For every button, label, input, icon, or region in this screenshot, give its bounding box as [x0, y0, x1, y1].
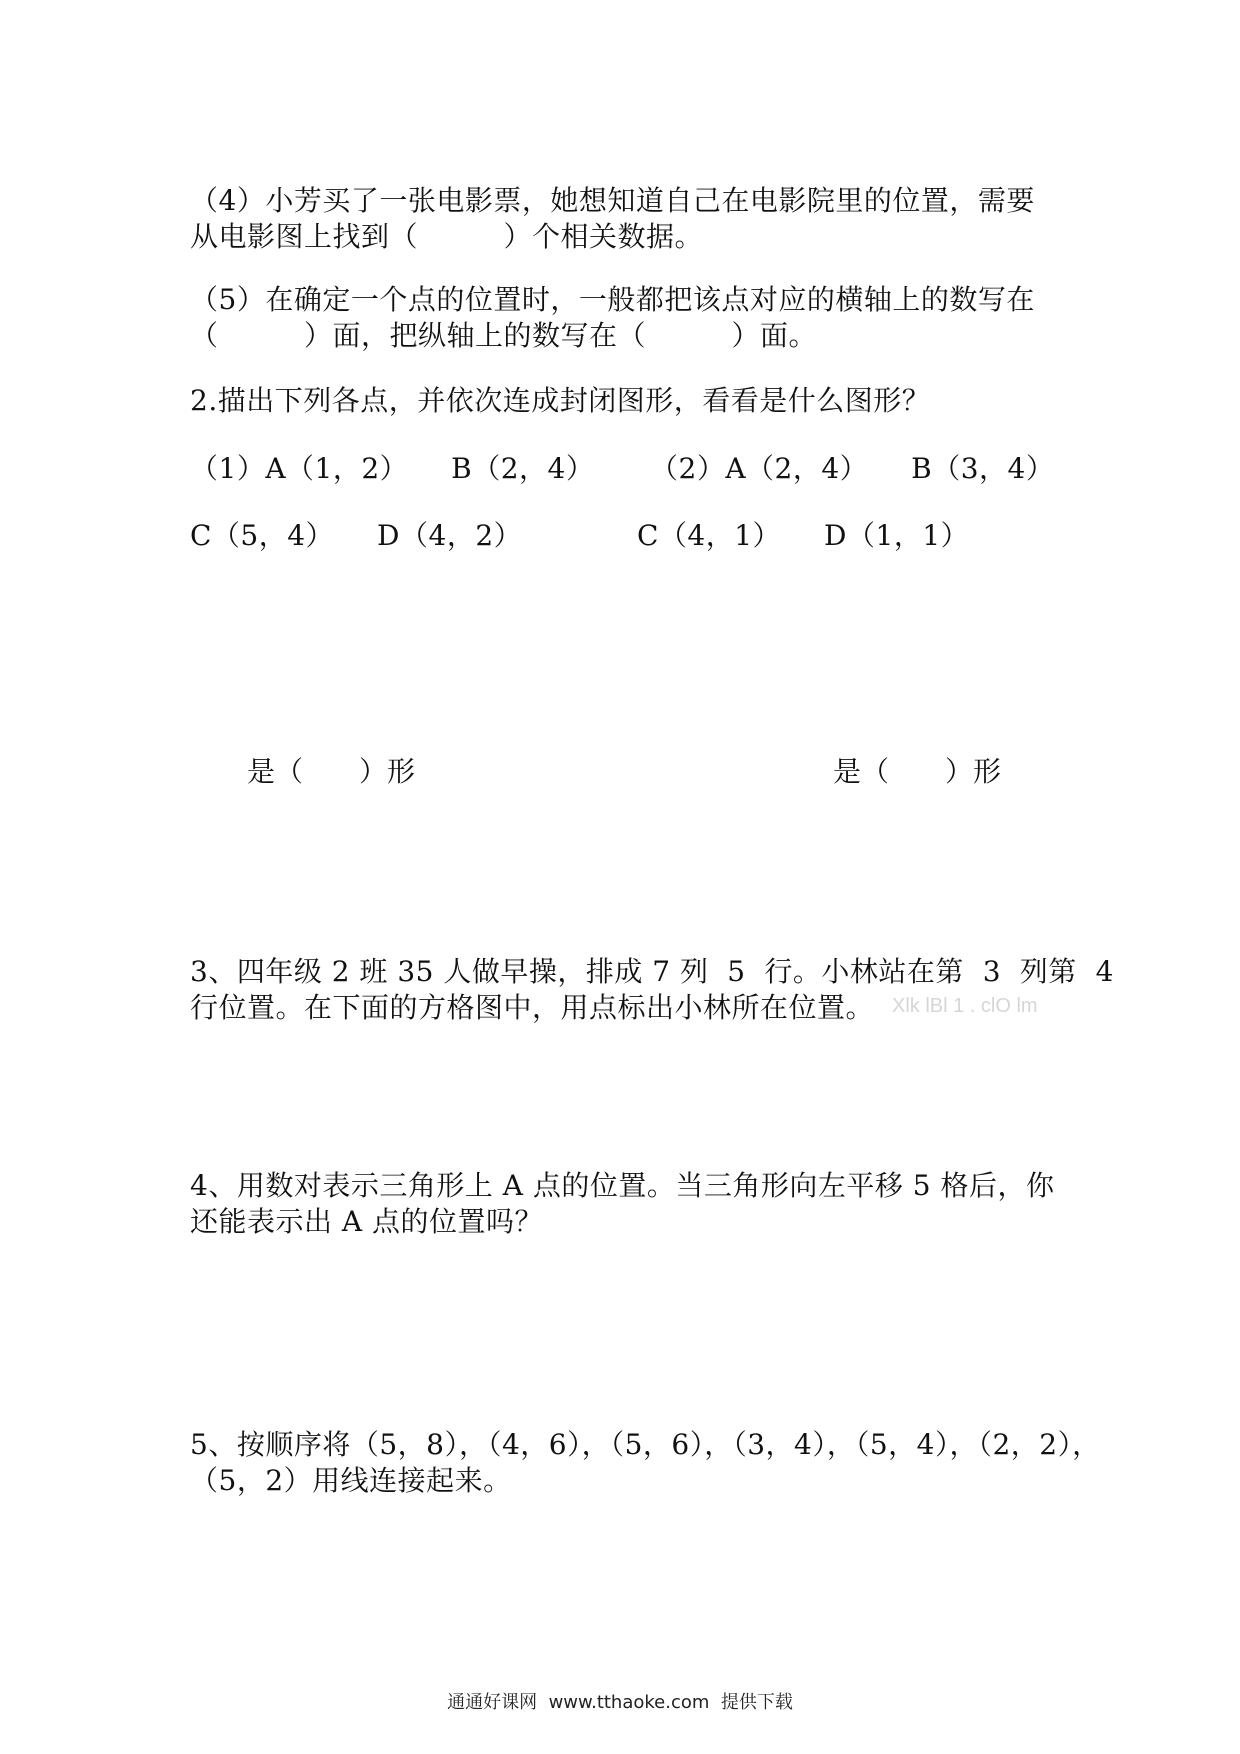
question-5-line-1: 5、按顺序将（5，8），（4，6），（5，6），（3，4），（5，4），（2，2），: [190, 1428, 1101, 1461]
question-2-points-row-2-right: C（4，1） D（1，1）: [637, 519, 970, 552]
question-3-line-2: 行位置。在下面的方格图中，用点标出小林所在位置。: [190, 991, 875, 1024]
question-4-line-2: 还能表示出 A 点的位置吗？: [190, 1205, 544, 1238]
shape-answer-left: 是（ ）形: [247, 755, 416, 788]
page-footer: 通通好课网 www.tthaoke.com 提供下载: [447, 1692, 793, 1713]
shape-answer-right: 是（ ）形: [833, 755, 1002, 788]
question-5-line-2: （5，2）用线连接起来。: [190, 1464, 512, 1497]
question-4-line-1: 4、用数对表示三角形上 A 点的位置。当三角形向左平移 5 格后，你: [190, 1169, 1055, 1202]
question-2-points-row-2-left: C（5，4） D（4，2）: [190, 519, 523, 552]
question-3-line-1: 3、四年级 2 班 35 人做早操，排成 7 列 5 行。小林站在第 3 列第 4: [190, 955, 1114, 988]
item-5-line-1: （5）在确定一个点的位置时，一般都把该点对应的横轴上的数写在: [190, 283, 1035, 316]
question-2-points-row-1-right: （2）A（2，4） B（3，4）: [650, 452, 1055, 485]
watermark-text: Xlk lBl 1 . clO lm: [892, 995, 1038, 1017]
item-5-line-2: （ ）面，把纵轴上的数写在（ ）面。: [190, 319, 818, 352]
question-2-title: 2.描出下列各点，并依次连成封闭图形，看看是什么图形？: [190, 384, 931, 417]
item-4-line-2: 从电影图上找到（ ）个相关数据。: [190, 220, 704, 253]
item-4-line-1: （4）小芳买了一张电影票，她想知道自己在电影院里的位置，需要: [190, 184, 1035, 217]
question-2-points-row-1-left: （1）A（1，2） B（2，4）: [190, 452, 595, 485]
